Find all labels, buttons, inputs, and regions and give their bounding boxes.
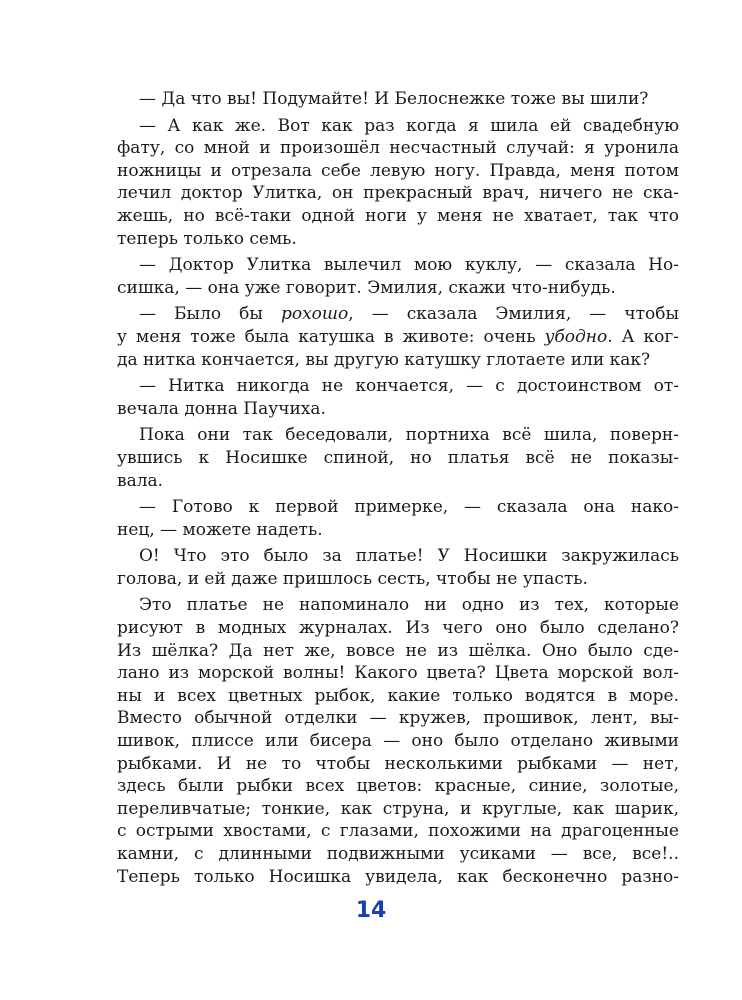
body-text — [117, 88, 679, 888]
paragraph — [117, 424, 679, 492]
text-line: увшись к Носишке спиной, но платья всё не показы- — [117, 447, 679, 468]
text-line: фату, со мной и произошёл несчастный случай: я уронила — [117, 138, 679, 159]
text-line: да нитка кончается, вы другую катушку глотаете или как? — [117, 349, 651, 370]
text-line: Это платье не напоминало ни одно из тех, которые — [139, 595, 679, 616]
text-line: жешь, но всё-таки одной ноги у меня не хватает, так что — [117, 205, 679, 226]
italic-word: убодно — [544, 326, 608, 347]
paragraph — [117, 115, 679, 251]
text-line: ножницы и отрезала себе левую ногу. Правда, меня потом — [117, 160, 679, 181]
text-line: нец, — можете надеть. — [117, 519, 323, 540]
text-line: лечил доктор Улитка, он прекрасный врач, ничего не ска- — [117, 183, 679, 204]
text-line: — А как же. Вот как раз когда я шила ей свадебную — [139, 115, 679, 136]
text-line: — Да что вы! Подумайте! И Белоснежке тоже вы шили? — [139, 89, 649, 109]
text-line: рыбками. И не то чтобы несколькими рыбками — нет, — [117, 753, 679, 774]
text-line: шивок, плиссе или бисера — оно было отделано живыми — [117, 731, 679, 752]
text-line: Теперь только Носишка увидела, как бесконечно разно- — [117, 866, 679, 887]
text-line: сишка, — она уже говорит. Эмилия, скажи что-нибудь. — [117, 277, 616, 298]
text-line: вечала донна Паучиха. — [117, 398, 326, 419]
text-line: ны и всех цветных рыбок, какие только водятся в море. — [117, 685, 679, 706]
paragraph — [117, 375, 679, 420]
text-line: Из шёлка? Да нет же, вовсе не из шёлка. Оно было сде- — [117, 640, 679, 661]
text-line: вала. — [117, 470, 164, 491]
text-line: лано из морской волны! Какого цвета? Цвета морской вол- — [117, 663, 679, 684]
text-line: с острыми хвостами, с глазами, похожими на драгоценные — [117, 821, 679, 842]
paragraph — [117, 88, 679, 111]
paragraph — [117, 545, 679, 590]
text-line: Пока они так беседовали, портниха всё шила, поверн- — [139, 425, 679, 446]
text-line: здесь были рыбки всех цветов: красные, синие, золотые, — [117, 776, 679, 797]
page-number: 14 — [355, 898, 387, 923]
text-line: — Готово к первой примерке, — сказала она нако- — [139, 497, 679, 518]
text-line: рисуют в модных журналах. Из чего оно было сделано? — [117, 618, 679, 639]
text-line: теперь только семь. — [117, 228, 297, 249]
text-line: переливчатые; тонкие, как струна, и круглые, как шарик, — [117, 798, 679, 819]
text-line: голова, и ей даже пришлось сесть, чтобы не упасть. — [117, 568, 588, 589]
text-line: — Доктор Улитка вылечил мою куклу, — сказала Но- — [139, 255, 679, 276]
text-line: у меня тоже была катушка в животе: очень убодно. А ког- — [117, 326, 679, 347]
text-line: — Нитка никогда не кончается, — с достоинством от- — [139, 376, 679, 397]
italic-word: рохошо — [280, 304, 349, 325]
text-line: камни, с длинными подвижными усиками — все, все!.. — [117, 844, 679, 864]
text-line: О! Что это было за платье! У Носишки закружилась — [139, 546, 679, 567]
paragraph — [117, 594, 679, 888]
text-line: — Было бы рохошо, — сказала Эмилия, — чтобы — [139, 304, 679, 325]
paragraph — [117, 496, 679, 541]
text-line: Вместо обычной отделки — кружев, прошивок, лент, вы- — [117, 708, 679, 729]
paragraph — [117, 303, 679, 371]
paragraph — [117, 254, 679, 299]
